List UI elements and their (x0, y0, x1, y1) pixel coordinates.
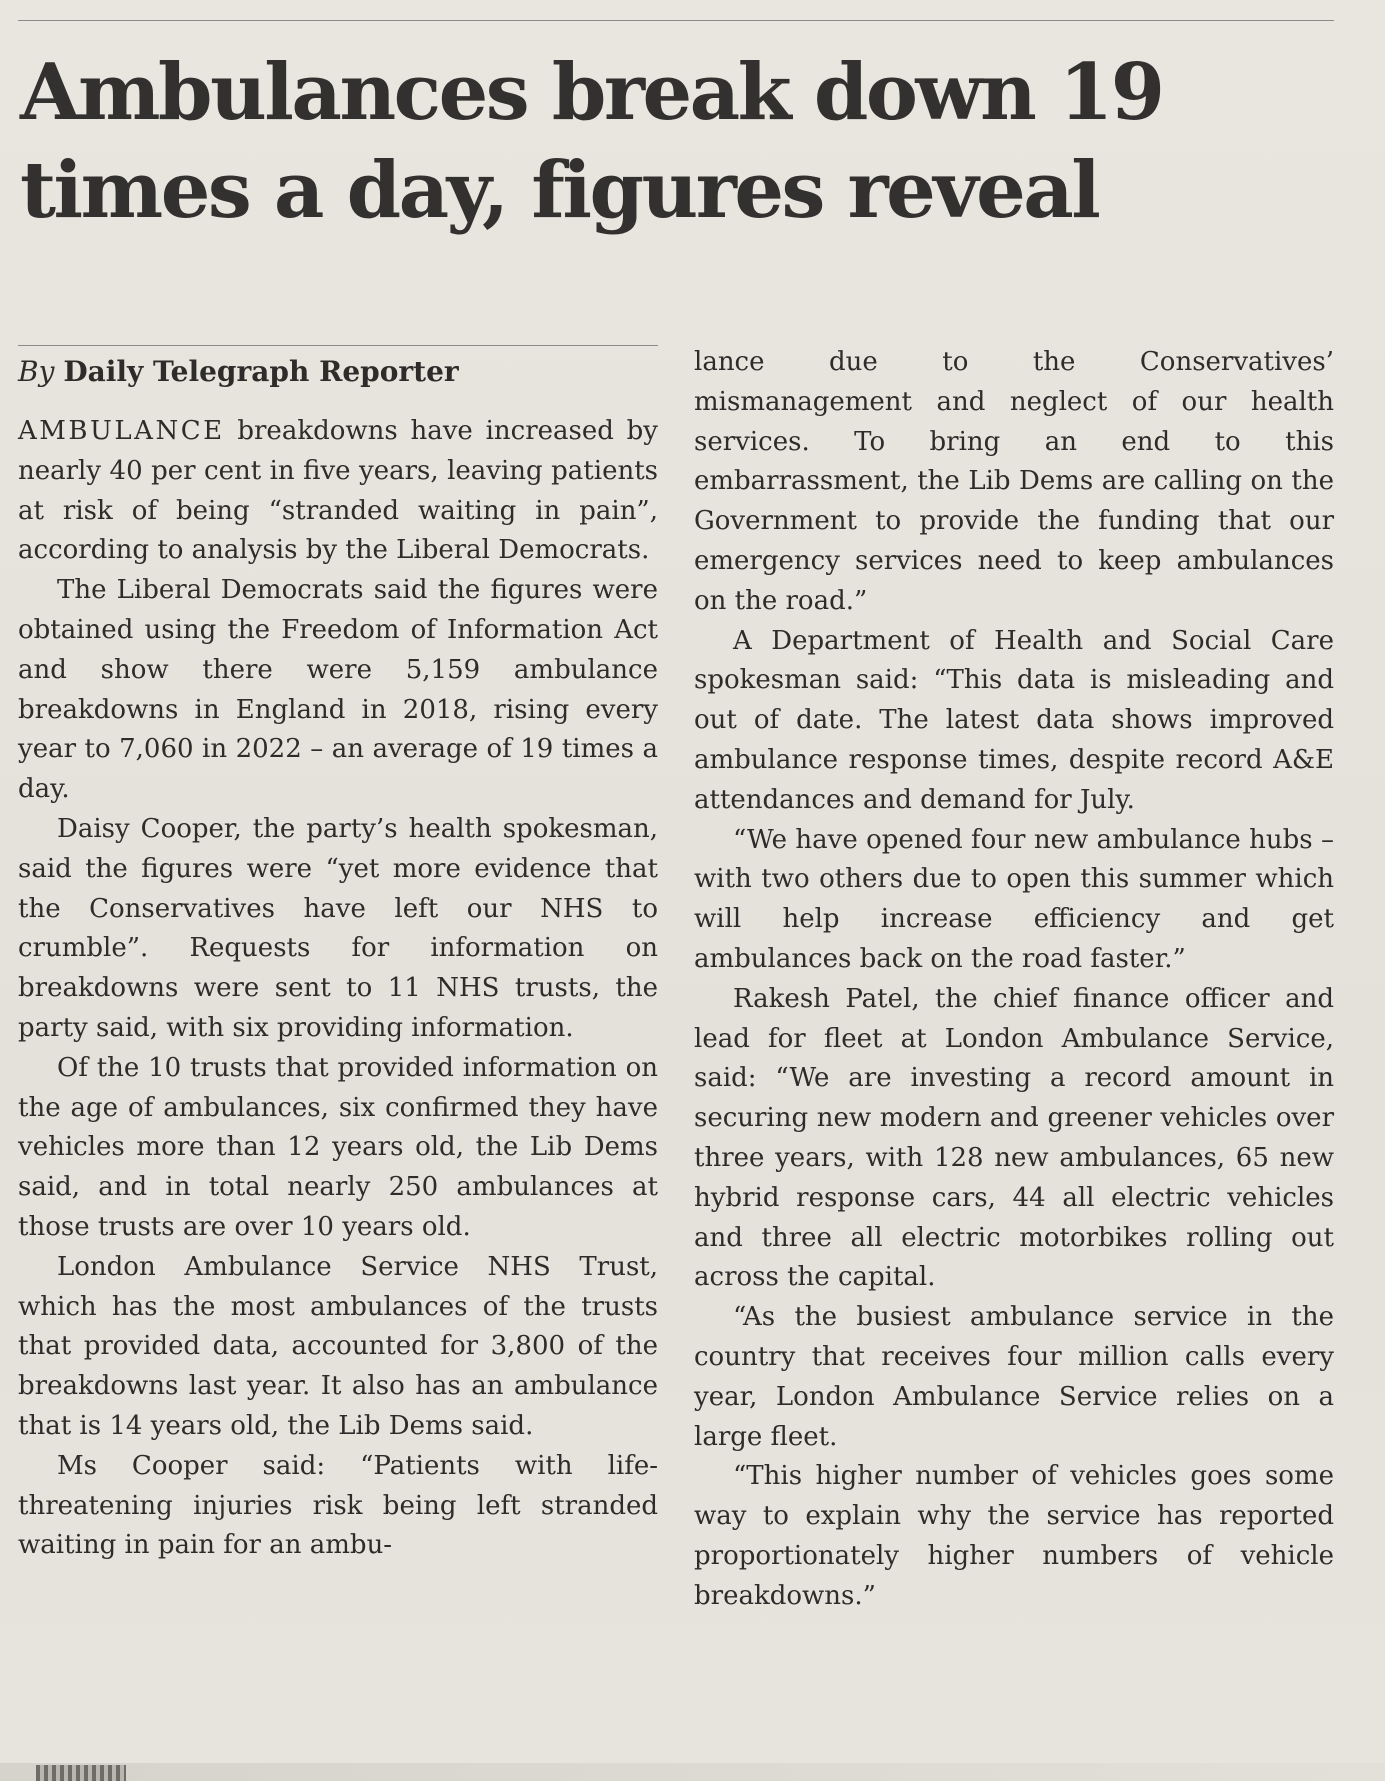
top-rule (18, 20, 1334, 21)
paragraph: Daisy Cooper, the party’s health spokesman, said the figures were “yet more evidence that the Conservatives have left our NHS to crumble”. Requests for information on breakdowns were sent to 11 NHS trusts, the party said, with six providing information. (18, 813, 658, 1043)
paragraph: Of the 10 trusts that provided information on the age of ambulances, six confirmed they have vehicles more than 12 years old, the Lib Dems said, and in total nearly 250 ambulances at those trusts are over 10 years old. (18, 1052, 658, 1242)
paragraph: lance due to the Conservatives’ mismanagement and neglect of our health services. To bring an end to this embarrassment, the Lib Dems are calling on the Government to provide the funding that our emergency services need to keep ambulances on the road.” (694, 347, 1334, 616)
byline-rule (18, 345, 658, 346)
paragraph: The Liberal Democrats said the figures were obtained using the Freedom of Information Act and show there were 5,159 ambulance breakdowns in England in 2018, rising every year to 7,060 in 2022 – an average of 19 times a day. (18, 575, 658, 805)
paragraph: A Department of Health and Social Care spokesman said: “This data is misleading and out of date. The latest data shows improved ambulance response times, despite record A&E attendances and demand for July. (694, 625, 1334, 815)
paragraph: Rakesh Patel, the chief finance officer and lead for fleet at London Ambulance Service, said: “We are investing a record amount in securing new modern and greener vehicles over three years, with 128 new ambulances, 65 new hybrid response cars, 44 all electric vehicles and three all electric motorbikes rolling out across the capital. (694, 983, 1334, 1293)
paragraph: “This higher number of vehicles goes some way to explain why the service has reported proportionately higher numbers of vehicle breakdowns.” (694, 1461, 1334, 1611)
left-column (18, 412, 658, 1566)
paragraph: “We have opened four new ambulance hubs – with two others due to open this summer which will help increase efficiency and get ambulances back on the road faster.” (694, 824, 1334, 974)
headline-line-1: Ambulances break down 19 (20, 47, 1163, 138)
paragraph-text: breakdowns have increased by nearly 40 per cent in five years, leaving patients at risk of being “stranded waiting in pain”, according to analysis by the Liberal Democrats. (18, 416, 658, 566)
byline (18, 352, 459, 392)
paragraph: Ms Cooper said: “Patients with life-threatening injuries risk being left stranded waiting in pain for an ambu- (18, 1450, 658, 1561)
byline-author: Daily Telegraph Reporter (63, 355, 459, 388)
headline (20, 44, 1350, 240)
printer-registration-mark (36, 1765, 126, 1781)
byline-by: By (18, 355, 55, 388)
page-bottom-strip (0, 1763, 1385, 1781)
paragraph (18, 412, 658, 571)
headline-line-2: times a day, figures reveal (20, 145, 1099, 236)
lead-caps: AMBULANCE (18, 416, 225, 446)
paragraph: “As the busiest ambulance service in the country that receives four million calls every year, London Ambulance Service relies on a large fleet. (694, 1302, 1334, 1452)
paragraph: London Ambulance Service NHS Trust, which has the most ambulances of the trusts that provided data, accounted for 3,800 of the breakdowns last year. It also has an ambulance that is 14 years old, the Lib Dems said. (18, 1251, 658, 1441)
right-column (694, 343, 1334, 1617)
